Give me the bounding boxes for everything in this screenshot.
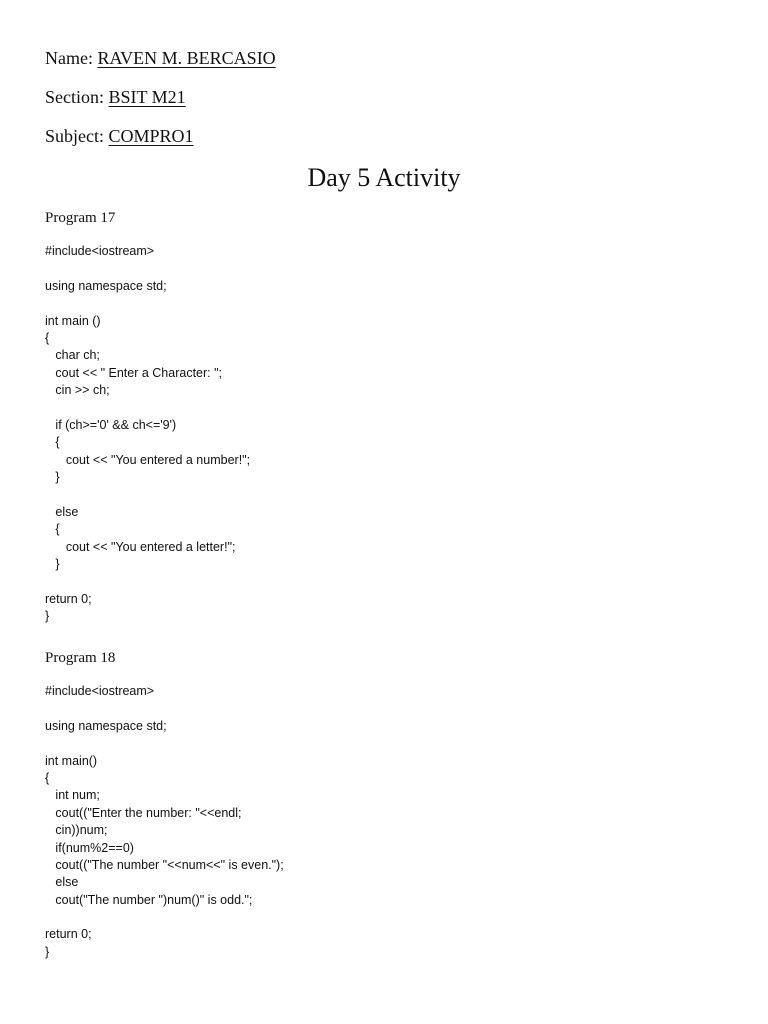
code-line: cout(("The number "<<num<<" is even."); (45, 857, 284, 872)
code-line: if(num%2==0) (45, 840, 134, 855)
code-line: cout << "You entered a number!"; (45, 452, 251, 467)
code-line: using namespace std; (45, 278, 167, 293)
code-line: } (45, 609, 50, 624)
name-label: Name: (45, 48, 98, 68)
section-line (45, 86, 186, 108)
code-line: return 0; (45, 927, 92, 942)
code-line: int main () (45, 313, 101, 328)
code-line: #include<iostream> (45, 244, 155, 258)
code-line: #include<iostream> (45, 684, 155, 698)
code-line: else (45, 504, 79, 519)
program-18-code (45, 683, 745, 961)
code-line: { (45, 770, 50, 785)
code-line (45, 573, 745, 590)
name-line (45, 47, 276, 69)
code-line: { (45, 330, 50, 345)
code-line (45, 295, 745, 312)
subject-line (45, 125, 194, 147)
code-line: } (45, 944, 50, 959)
subject-value: COMPRO1 (108, 126, 194, 146)
code-line (45, 486, 745, 503)
code-line (45, 735, 745, 752)
code-line: cin >> ch; (45, 383, 110, 398)
program-18-heading: Program 18 (45, 650, 116, 666)
code-line: { (45, 522, 60, 537)
code-line (45, 260, 745, 277)
code-line: return 0; (45, 591, 92, 606)
code-line: cout(("Enter the number: "<<endl; (45, 805, 242, 820)
code-line (45, 400, 745, 417)
code-line (45, 909, 745, 926)
code-line: cout << " Enter a Character: "; (45, 365, 223, 380)
code-line: cout("The number ")num()" is odd."; (45, 892, 253, 907)
code-line: cin))num; (45, 823, 108, 838)
code-line (45, 700, 745, 717)
code-line: if (ch>='0' && ch<='9') (45, 417, 177, 432)
code-line: int num; (45, 788, 100, 803)
section-label: Section: (45, 87, 109, 107)
code-line: { (45, 435, 60, 450)
code-line: } (45, 557, 60, 572)
document-title: Day 5 Activity (307, 163, 461, 192)
code-line: } (45, 470, 60, 485)
program-17-code (45, 243, 745, 626)
subject-label: Subject: (45, 126, 109, 146)
code-line: char ch; (45, 348, 100, 363)
code-line: int main() (45, 753, 98, 768)
code-line: using namespace std; (45, 718, 167, 733)
section-value: BSIT M21 (108, 87, 186, 107)
name-value: RAVEN M. BERCASIO (97, 48, 276, 68)
code-line: else (45, 875, 79, 890)
program-17-heading: Program 17 (45, 210, 116, 226)
code-line: cout << "You entered a letter!"; (45, 539, 236, 554)
